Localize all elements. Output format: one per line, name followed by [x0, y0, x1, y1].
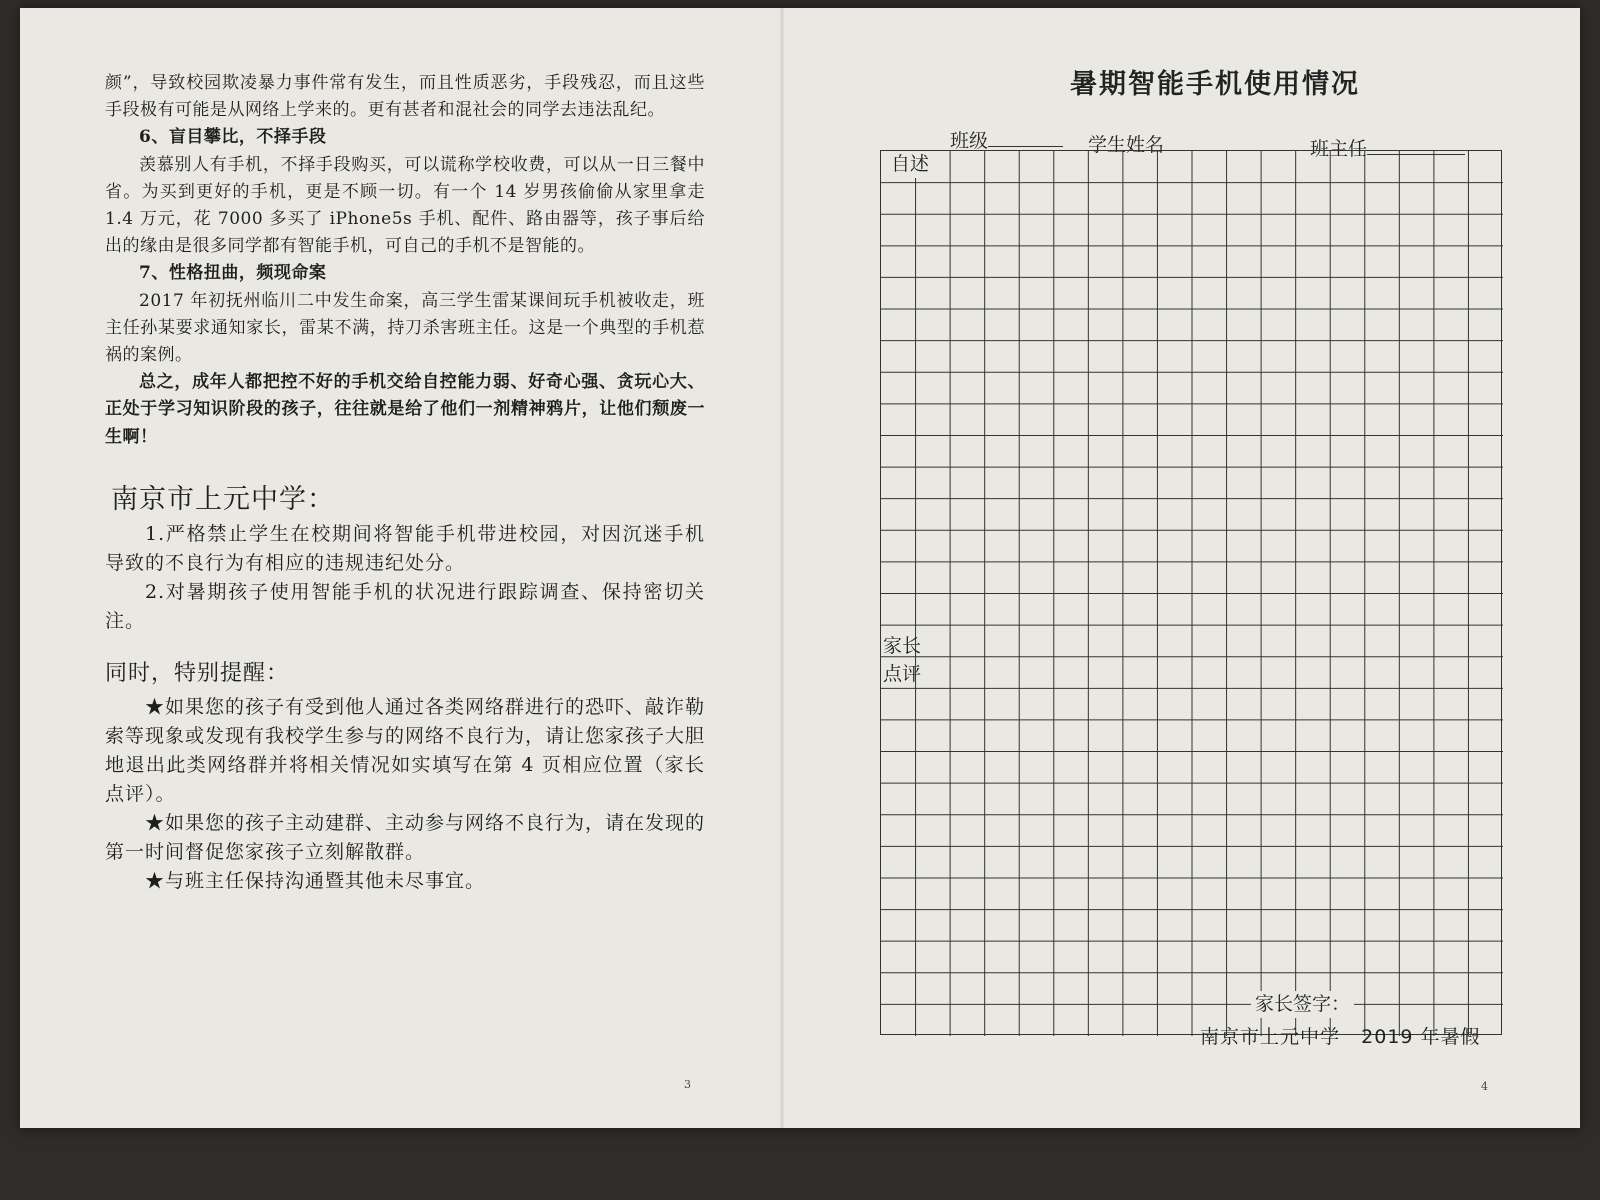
continued-paragraph: 颜”，导致校园欺凌暴力事件常有发生，而且性质恶劣，手段残忍，而且这些手段极有可能是从网络上学来的。更有甚者和混社会的同学去违法乱纪。	[105, 73, 705, 121]
writing-grid-form[interactable]	[880, 150, 1502, 1035]
footer-term: 2019 年暑假	[1361, 1026, 1481, 1048]
parent-comment-label-1: 家长	[883, 635, 922, 657]
form-title: 暑期智能手机使用情况	[1070, 69, 1360, 100]
school-rule-2: 2.对暑期孩子使用智能手机的状况进行跟踪调查、保持密切关注。	[105, 580, 705, 632]
student-name-label: 学生姓名	[1088, 134, 1165, 156]
self-statement-label: 自述	[891, 151, 929, 178]
reminder-1: ★如果您的孩子有受到他人通过各类网络群进行的恐吓、敲诈勒索等现象或发现有我校学生参与的网络不良行为，请让您家孩子大胆地退出此类网络群并将相关情况如实填写在第 4 页相应位置（家长点评）。	[105, 695, 706, 805]
center-fold	[780, 8, 784, 1128]
teacher-label: 班主任	[1310, 138, 1368, 160]
page-number-left: 3	[684, 1078, 691, 1091]
class-label: 班级	[950, 130, 989, 152]
school-rule-1: 1.严格禁止学生在校期间将智能手机带进校园，对因沉迷手机导致的不良行为有相应的违规违纪处分。	[105, 522, 705, 574]
reminder-heading: 同时，特别提醒：	[105, 660, 290, 686]
writing-grid	[881, 151, 1503, 1036]
left-page	[105, 70, 705, 896]
section-7-text: 2017 年初抚州临川二中发生命案，高三学生雷某课间玩手机被收走，班主任孙某要求通知家长，雷某不满，持刀杀害班主任。这是一个典型的手机惹祸的案例。	[105, 290, 705, 366]
section-6-text: 羡慕别人有手机，不择手段购买，可以谎称学校收费，可以从一日三餐中省。为买到更好的手机，更是不顾一切。有一个 14 岁男孩偷偷从家里拿走 1.4 万元，花 7000 多买了 iPhone5s 手机、配件、路由器等，孩子事后给出的缘由是很多同学都有智能手机，可自己的手机不是智能的。	[105, 154, 705, 257]
reminder-2: ★如果您的孩子主动建群、主动参与网络不良行为，请在发现的第一时间督促您家孩子立刻解散群。	[105, 811, 706, 863]
class-blank[interactable]	[988, 128, 1063, 147]
school-heading: 南京市上元中学：	[111, 483, 335, 515]
form-footer	[1200, 1022, 1481, 1049]
class-field[interactable]	[950, 126, 1063, 153]
section-6-title: 6、盲目攀比，不择手段	[139, 127, 327, 148]
page-number-right: 4	[1481, 1080, 1488, 1093]
student-name-blank[interactable]	[1164, 132, 1269, 151]
footer-school: 南京市上元中学	[1200, 1026, 1341, 1048]
parent-comment-label-2: 点评	[883, 663, 922, 685]
reminder-3: ★与班主任保持沟通暨其他未尽事宜。	[145, 869, 486, 892]
section-7-title: 7、性格扭曲，频现命案	[139, 263, 327, 284]
parent-signature-label: 家长签字：	[1251, 991, 1354, 1018]
summary-paragraph: 总之，成年人都把控不好的手机交给自控能力弱、好奇心强、贪玩心大、正处于学习知识阶段的孩子，往往就是给了他们一剂精神鸦片，让他们颓废一生啊！	[105, 372, 705, 447]
